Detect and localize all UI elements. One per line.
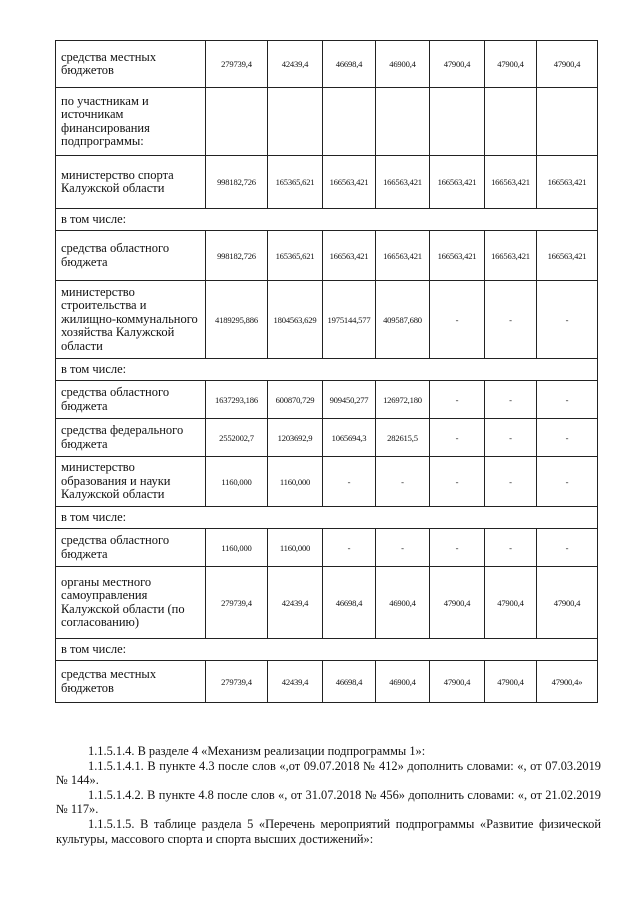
value-cell: 909450,277 xyxy=(323,381,376,419)
value-cell: 4189295,886 xyxy=(206,281,268,359)
value-cell: - xyxy=(537,457,598,507)
value-cell: 1160,000 xyxy=(206,529,268,567)
table-row xyxy=(56,661,598,703)
value-cell: 165365,621 xyxy=(268,231,323,281)
value-cell: 47900,4 xyxy=(537,41,598,88)
value-cell: - xyxy=(376,457,430,507)
table-row xyxy=(56,507,598,529)
value-cell: 166563,421 xyxy=(323,231,376,281)
value-cell: - xyxy=(430,529,485,567)
paragraph: 1.1.5.1.4. В разделе 4 «Механизм реализации подпрограммы 1»: xyxy=(88,744,426,758)
value-cell: 166563,421 xyxy=(430,156,485,209)
row-label: в том числе: xyxy=(56,359,598,381)
value-cell xyxy=(537,88,598,156)
value-cell: - xyxy=(430,457,485,507)
value-cell: - xyxy=(430,419,485,457)
value-cell: - xyxy=(537,529,598,567)
value-cell: 47900,4 xyxy=(430,661,485,703)
row-label: средства федерального бюджета xyxy=(56,419,206,457)
table-row xyxy=(56,41,598,88)
row-label: министерство спорта Калужской области xyxy=(56,156,206,209)
value-cell: - xyxy=(485,281,537,359)
value-cell: 2552002,7 xyxy=(206,419,268,457)
value-cell: - xyxy=(430,281,485,359)
value-cell: - xyxy=(323,457,376,507)
value-cell: 166563,421 xyxy=(537,231,598,281)
value-cell: - xyxy=(376,529,430,567)
row-label: по участникам и источникам финансирования подпрограммы: xyxy=(56,88,206,156)
value-cell: 998182,726 xyxy=(206,156,268,209)
value-cell: 1065694,3 xyxy=(323,419,376,457)
value-cell: 47900,4 xyxy=(485,661,537,703)
row-label: органы местного самоуправления Калужской области (по согласованию) xyxy=(56,567,206,639)
value-cell: 166563,421 xyxy=(485,231,537,281)
value-cell: 42439,4 xyxy=(268,661,323,703)
value-cell xyxy=(206,88,268,156)
table-row xyxy=(56,88,598,156)
table-row xyxy=(56,281,598,359)
value-cell: 166563,421 xyxy=(537,156,598,209)
value-cell: 46698,4 xyxy=(323,661,376,703)
paragraph: 1.1.5.1.5. В таблице раздела 5 «Перечень мероприятий подпрограммы «Развитие физической культуры, массового спорта и спорта высших достижений»: xyxy=(56,816,601,846)
value-cell: 166563,421 xyxy=(376,156,430,209)
row-label: средства областного бюджета xyxy=(56,231,206,281)
value-cell: 46900,4 xyxy=(376,567,430,639)
table-row xyxy=(56,567,598,639)
value-cell: 46900,4 xyxy=(376,41,430,88)
value-cell: - xyxy=(485,457,537,507)
value-cell xyxy=(485,88,537,156)
value-cell: 998182,726 xyxy=(206,231,268,281)
value-cell: 46698,4 xyxy=(323,41,376,88)
value-cell xyxy=(268,88,323,156)
value-cell: 1637293,186 xyxy=(206,381,268,419)
value-cell: 165365,621 xyxy=(268,156,323,209)
value-cell: 600870,729 xyxy=(268,381,323,419)
value-cell: 1160,000 xyxy=(268,529,323,567)
value-cell: 166563,421 xyxy=(323,156,376,209)
value-cell xyxy=(323,88,376,156)
paragraph: 1.1.5.1.4.2. В пункте 4.8 после слов «, от 31.07.2018 № 456» дополнить словами: «, от 21.02.2019 № 117». xyxy=(56,787,601,817)
value-cell: 1160,000 xyxy=(268,457,323,507)
row-label: средства местных бюджетов xyxy=(56,661,206,703)
value-cell: 46900,4 xyxy=(376,661,430,703)
value-cell: - xyxy=(485,419,537,457)
table-row xyxy=(56,209,598,231)
table-row xyxy=(56,457,598,507)
row-label: министерство строительства и жилищно-коммунального хозяйства Калужской области xyxy=(56,281,206,359)
value-cell: 47900,4 xyxy=(537,567,598,639)
value-cell xyxy=(376,88,430,156)
value-cell: 42439,4 xyxy=(268,41,323,88)
value-cell: - xyxy=(430,381,485,419)
table-row xyxy=(56,639,598,661)
paragraph: 1.1.5.1.4.1. В пункте 4.3 после слов «,от 09.07.2018 № 412» дополнить словами: «, от 07.03.2019 № 144». xyxy=(56,758,601,788)
table-row xyxy=(56,381,598,419)
value-cell: 47900,4 xyxy=(485,567,537,639)
value-cell: 282615,5 xyxy=(376,419,430,457)
value-cell: 46698,4 xyxy=(323,567,376,639)
budget-table xyxy=(55,40,598,703)
row-label: в том числе: xyxy=(56,507,598,529)
table-row xyxy=(56,156,598,209)
value-cell: 42439,4 xyxy=(268,567,323,639)
value-cell: 279739,4 xyxy=(206,567,268,639)
value-cell: 47900,4 xyxy=(485,41,537,88)
value-cell: - xyxy=(485,529,537,567)
value-cell: 166563,421 xyxy=(376,231,430,281)
value-cell: 166563,421 xyxy=(485,156,537,209)
value-cell: - xyxy=(323,529,376,567)
value-cell: - xyxy=(485,381,537,419)
value-cell: 1203692,9 xyxy=(268,419,323,457)
table-row xyxy=(56,529,598,567)
value-cell: 1804563,629 xyxy=(268,281,323,359)
row-label: средства областного бюджета xyxy=(56,381,206,419)
value-cell: 166563,421 xyxy=(430,231,485,281)
value-cell: 279739,4 xyxy=(206,661,268,703)
table-row xyxy=(56,419,598,457)
value-cell: 279739,4 xyxy=(206,41,268,88)
table-row xyxy=(56,231,598,281)
value-cell: 47900,4 xyxy=(430,41,485,88)
row-label: в том числе: xyxy=(56,639,598,661)
value-cell: 1975144,577 xyxy=(323,281,376,359)
table-row xyxy=(56,359,598,381)
value-cell: 1160,000 xyxy=(206,457,268,507)
value-cell: 47900,4 xyxy=(430,567,485,639)
row-label: средства местных бюджетов xyxy=(56,41,206,88)
row-label: в том числе: xyxy=(56,209,598,231)
value-cell: 409587,680 xyxy=(376,281,430,359)
value-cell: - xyxy=(537,381,598,419)
row-label: средства областного бюджета xyxy=(56,529,206,567)
value-cell: - xyxy=(537,281,598,359)
value-cell: 47900,4» xyxy=(537,661,598,703)
row-label: министерство образования и науки Калужской области xyxy=(56,457,206,507)
value-cell: - xyxy=(537,419,598,457)
amendment-text xyxy=(56,744,601,846)
value-cell xyxy=(430,88,485,156)
value-cell: 126972,180 xyxy=(376,381,430,419)
